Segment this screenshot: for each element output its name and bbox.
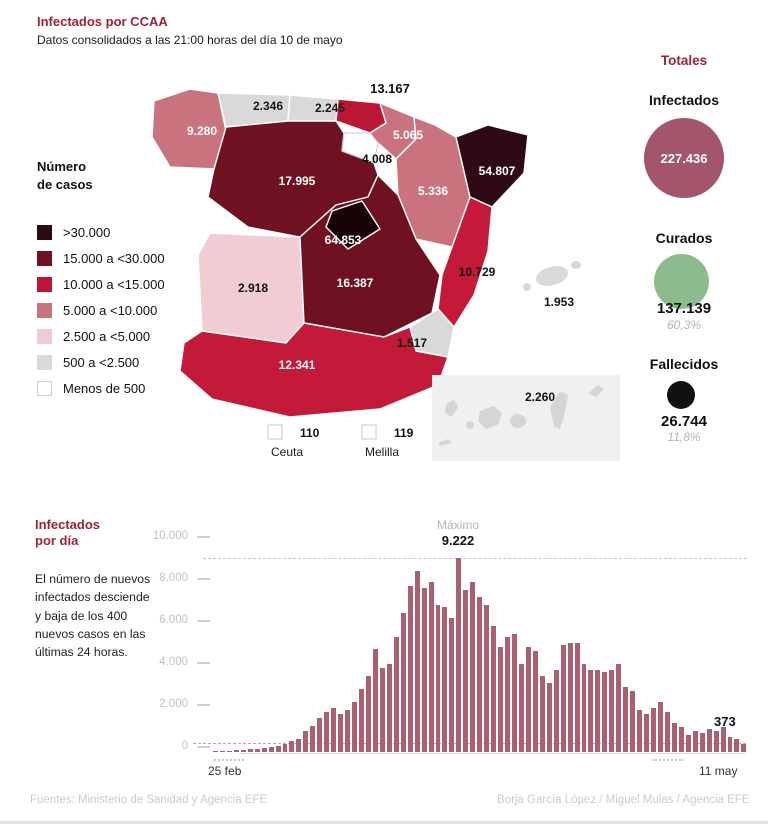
daily-bar	[331, 708, 336, 752]
map-value-canarias: 2.260	[524, 390, 556, 404]
canarias-inset-box	[432, 375, 620, 461]
daily-bar	[512, 634, 517, 752]
max-annotation-value: 9.222	[441, 533, 475, 548]
map-value-extremadura: 2.918	[237, 281, 269, 295]
daily-bar	[595, 670, 600, 752]
daily-bar	[721, 727, 726, 752]
y-tick-10000: 10.000	[152, 530, 188, 542]
daily-bar	[255, 749, 260, 752]
cured-value: 137.139	[656, 300, 712, 317]
daily-bar	[373, 649, 378, 752]
daily-bar	[449, 618, 454, 752]
daily-bar	[213, 751, 218, 752]
bottom-edge-strip	[0, 821, 768, 824]
map-value-galicia: 9.280	[186, 124, 218, 138]
legend-item-label: 5.000 a <10.000	[63, 302, 158, 318]
legend-swatch	[37, 277, 52, 292]
map-value-pais-vasco: 13.167	[370, 81, 410, 96]
daily-bar	[276, 746, 281, 752]
daily-title-line2: por día	[35, 533, 79, 548]
daily-bar	[575, 643, 580, 752]
daily-bar	[317, 718, 322, 752]
daily-bar	[436, 605, 441, 752]
daily-bar	[359, 689, 364, 752]
daily-bar	[241, 750, 246, 752]
daily-bar	[519, 664, 524, 752]
daily-bar-plot	[213, 542, 746, 752]
daily-bar	[561, 645, 566, 752]
daily-bar	[366, 676, 371, 752]
daily-bar	[588, 670, 593, 752]
daily-bar	[387, 664, 392, 752]
daily-bar	[422, 588, 427, 752]
legend-swatch	[37, 225, 52, 240]
daily-bar	[338, 714, 343, 752]
legend-swatch	[37, 355, 52, 370]
bars	[213, 542, 746, 752]
daily-bar	[463, 590, 468, 752]
daily-bar	[394, 637, 399, 753]
map-value-c-valenciana: 10.729	[458, 265, 496, 279]
x-axis-line	[240, 753, 746, 754]
melilla-swatch	[362, 425, 376, 439]
daily-bar	[380, 668, 385, 752]
daily-bar	[408, 586, 413, 752]
daily-bar	[227, 751, 232, 752]
daily-bar	[693, 731, 698, 752]
y-dash	[197, 578, 210, 580]
footer-sources: Fuentes: Ministerio de Sanidad y Agencia EFE	[30, 794, 268, 806]
daily-bar	[345, 710, 350, 752]
y-tick-0: 0	[181, 740, 188, 752]
infected-value: 227.436	[660, 150, 708, 166]
daily-bar	[429, 582, 434, 752]
daily-bar	[401, 613, 406, 752]
daily-bar	[582, 664, 587, 752]
daily-bar	[533, 651, 538, 752]
x-tick-end	[652, 759, 684, 761]
legend-item-label: >30.000	[63, 224, 111, 240]
daily-bar	[554, 670, 559, 752]
daily-bar	[602, 672, 607, 752]
map-name-melilla: Melilla	[364, 445, 400, 459]
legend-item-label: 500 a <2.500	[63, 354, 140, 370]
map-value-baleares: 1.953	[543, 295, 575, 309]
map-value-castilla-y-leon: 17.995	[278, 174, 316, 188]
map-value-castilla-la-mancha: 16.387	[336, 276, 374, 290]
y-tick-6000: 6.000	[159, 614, 188, 626]
daily-bar	[248, 749, 253, 752]
y-dash	[197, 620, 210, 622]
map-value-madrid: 64.853	[324, 233, 362, 247]
y-dash	[197, 746, 210, 748]
spain-map	[140, 75, 620, 475]
last-value-annotation: 373	[714, 714, 736, 729]
daily-bar	[672, 723, 677, 752]
daily-bar	[526, 647, 531, 752]
y-dash	[197, 662, 210, 664]
max-annotation-label: Máximo	[436, 518, 479, 532]
daily-bar	[728, 737, 733, 752]
legend-item-label: 2.500 a <5.000	[63, 328, 151, 344]
daily-bar	[352, 702, 357, 752]
region-baleares	[523, 261, 581, 291]
y-tick-2000: 2.000	[159, 698, 188, 710]
daily-bar	[686, 735, 691, 752]
daily-bar	[623, 687, 628, 752]
daily-bar	[470, 582, 475, 752]
legend-swatch	[37, 303, 52, 318]
deaths-label: Fallecidos	[649, 356, 719, 372]
cured-label: Curados	[655, 230, 713, 246]
legend-title-line2: de casos	[37, 177, 93, 192]
legend-title-line1: Número	[37, 159, 87, 174]
daily-chart-description: El número de nuevos infectados desciende y baja de los 400 nuevos casos en las últimas 24 horas.	[35, 572, 151, 660]
daily-bar	[477, 597, 482, 752]
y-tick-4000: 4.000	[159, 656, 188, 668]
daily-bar	[651, 708, 656, 752]
daily-bar	[568, 643, 573, 752]
y-dash	[197, 536, 210, 538]
daily-bar	[324, 712, 329, 752]
y-dash	[197, 704, 210, 706]
legend-swatch	[37, 329, 52, 344]
daily-bar	[262, 748, 267, 752]
map-value-ceuta: 110	[300, 426, 320, 440]
daily-bar	[289, 741, 294, 752]
daily-chart-title	[35, 517, 100, 549]
map-value-cataluna: 54.807	[478, 164, 516, 178]
daily-bar	[714, 731, 719, 752]
daily-bar	[310, 726, 315, 752]
page-subtitle: Datos consolidados a las 21:00 horas del día 10 de mayo	[37, 33, 343, 47]
legend-swatch	[37, 251, 52, 266]
daily-bar	[741, 744, 746, 752]
infected-circle	[644, 118, 724, 198]
daily-bar	[700, 733, 705, 752]
legend-item-label: Menos de 500	[63, 380, 146, 396]
infected-label: Infectados	[648, 92, 719, 108]
deaths-circle	[667, 381, 695, 409]
map-value-andalucia: 12.341	[278, 358, 316, 372]
footer-credits: Borja García López / Miguel Mulas / Agencia EFE	[497, 794, 750, 806]
daily-bar	[456, 558, 461, 752]
daily-bar	[630, 691, 635, 752]
deaths-pct: 11,8%	[667, 430, 701, 444]
daily-bar	[505, 637, 510, 753]
legend-swatch	[37, 381, 52, 396]
x-label-start: 25 feb	[208, 764, 242, 778]
map-value-asturias: 2.346	[252, 99, 284, 113]
daily-bar	[707, 729, 712, 752]
daily-bar	[296, 739, 301, 752]
map-name-ceuta: Ceuta	[270, 445, 304, 459]
map-value-melilla: 119	[394, 426, 414, 440]
daily-bar	[283, 744, 288, 752]
daily-bar	[609, 670, 614, 752]
daily-bar	[547, 683, 552, 752]
daily-bar	[734, 739, 739, 752]
daily-bar	[540, 676, 545, 752]
daily-bar	[616, 664, 621, 752]
daily-bar	[220, 751, 225, 752]
map-value-aragon: 5.336	[417, 184, 449, 198]
ceuta-swatch	[268, 425, 282, 439]
map-value-la-rioja: 4.008	[361, 152, 393, 166]
daily-bar	[442, 607, 447, 752]
daily-bar	[679, 727, 684, 752]
daily-bar	[644, 714, 649, 752]
daily-bar	[415, 571, 420, 752]
legend-item-label: 15.000 a <30.000	[63, 250, 165, 266]
deaths-value: 26.744	[661, 413, 707, 430]
y-tick-8000: 8.000	[159, 572, 188, 584]
x-tick-start	[214, 759, 244, 761]
daily-bar	[269, 747, 274, 752]
x-label-end: 11 may	[699, 764, 738, 778]
cured-pct: 60,3%	[666, 318, 702, 332]
daily-bar	[637, 710, 642, 752]
map-value-murcia: 1.517	[396, 336, 428, 350]
map-value-cantabria: 2.245	[314, 101, 346, 115]
daily-bar	[498, 647, 503, 752]
daily-bar	[665, 712, 670, 752]
daily-title-line1: Infectados	[35, 517, 101, 532]
daily-bar	[303, 731, 308, 752]
daily-bar	[234, 750, 239, 752]
daily-bar	[491, 626, 496, 752]
map-value-navarra: 5.065	[392, 128, 424, 142]
totals-title: Totales	[660, 53, 708, 68]
daily-bar	[484, 605, 489, 752]
daily-bar	[658, 702, 663, 752]
page-title: Infectados por CCAA	[37, 14, 168, 29]
legend-item-label: 10.000 a <15.000	[63, 276, 165, 292]
